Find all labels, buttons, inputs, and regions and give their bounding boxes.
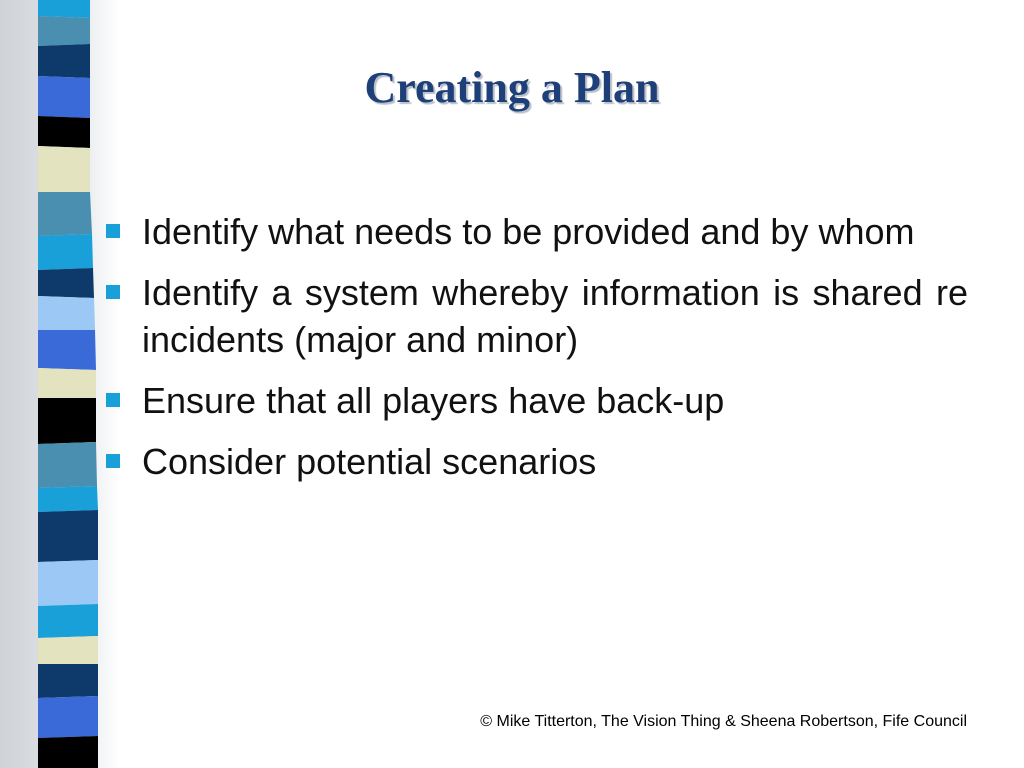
bullet-item <box>100 269 968 363</box>
square-bullet-icon <box>106 224 120 238</box>
bullet-text: Identify a system whereby information is shared re incidents (major and minor) <box>142 272 968 360</box>
stripe-block <box>38 510 98 562</box>
bullet-item <box>100 377 968 424</box>
copyright-footer: © Mike Titterton, The Vision Thing & Sheena Robertson, Fife Council <box>480 713 967 730</box>
stripe-block <box>38 16 90 46</box>
stripe-block <box>38 368 96 398</box>
stripe-block <box>38 44 90 78</box>
bullet-text: Ensure that all players have back-up <box>142 380 725 421</box>
stripe-block <box>38 296 95 330</box>
stripe-block <box>38 0 90 18</box>
bullet-item <box>100 208 968 255</box>
stripe-block <box>38 486 98 512</box>
stripe-block <box>38 192 92 236</box>
stripe-block <box>38 560 98 606</box>
bullet-text: Consider potential scenarios <box>142 441 597 482</box>
square-bullet-icon <box>106 285 120 299</box>
bullet-list <box>100 208 968 499</box>
stripe-block <box>38 736 98 768</box>
stripe-block <box>38 146 90 192</box>
square-bullet-icon <box>106 393 120 407</box>
stripe-block <box>38 268 94 298</box>
stripe-block <box>38 398 96 444</box>
stripe-block <box>38 636 98 664</box>
stripe-block <box>38 696 98 738</box>
bullet-text: Identify what needs to be provided and by whom <box>142 211 915 252</box>
stripe-block <box>38 330 96 370</box>
stripe-block <box>38 664 98 698</box>
bullet-item <box>100 438 968 485</box>
stripe-block <box>38 442 97 488</box>
slide-title: Creating a Plan <box>364 63 660 112</box>
stripe-block <box>38 604 98 638</box>
stripe-block <box>38 234 93 270</box>
stripe-block <box>38 116 90 148</box>
square-bullet-icon <box>106 454 120 468</box>
stripe-block <box>38 76 90 118</box>
